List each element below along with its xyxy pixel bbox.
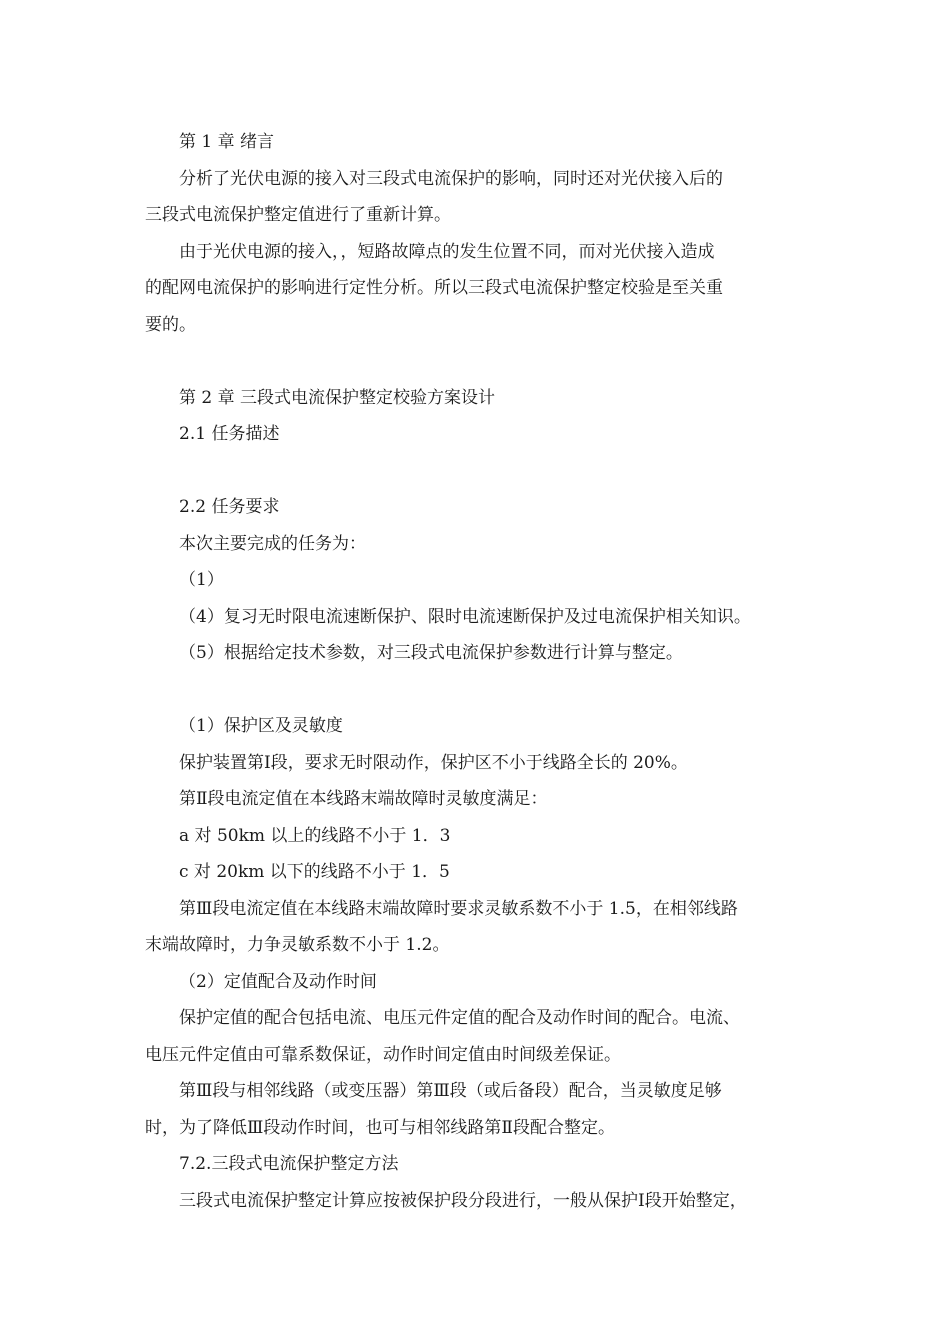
paragraph-line: 时，为了降低Ⅲ段动作时间，也可与相邻线路第Ⅱ段配合整定。 (145, 1117, 615, 1138)
paragraph-line: 保护定值的配合包括电流、电压元件定值的配合及动作时间的配合。电流、 (179, 1008, 740, 1028)
paragraph-line: 第Ⅱ段电流定值在本线路末端故障时灵敏度满足： (179, 789, 548, 809)
section-2-2-heading: 2.2 任务要求 (179, 497, 280, 517)
chapter-1-heading: 第 1 章 绪言 (179, 132, 275, 152)
document-body (145, 124, 810, 1219)
paragraph-line: 第Ⅲ段与相邻线路（或变压器）第Ⅲ段（或后备段）配合，当灵敏度足够 (179, 1081, 722, 1101)
section-7-2-heading: 7.2.三段式电流保护整定方法 (179, 1154, 399, 1174)
paragraph-line: 分析了光伏电源的接入对三段式电流保护的影响，同时还对光伏接入后的 (179, 168, 723, 189)
section-2-1-heading: 2.1 任务描述 (179, 424, 280, 444)
paragraph-line: 保护装置第Ⅰ段，要求无时限动作，保护区不小于线路全长的 20%。 (179, 752, 688, 773)
paragraph-line: 电压元件定值由可靠系数保证，动作时间定值由时间级差保证。 (145, 1044, 621, 1065)
blank-line (145, 343, 810, 380)
paragraph-line: 三段式电流保护整定值进行了重新计算。 (145, 205, 451, 225)
list-item: （5）根据给定技术参数，对三段式电流保护参数进行计算与整定。 (179, 643, 683, 663)
list-item: （1） (179, 570, 224, 590)
paragraph-line: 末端故障时，力争灵敏系数不小于 1.2。 (145, 935, 450, 955)
paragraph-line: 的配网电流保护的影响进行定性分析。所以三段式电流保护整定校验是至关重 (145, 278, 723, 298)
subsection-heading: （1）保护区及灵敏度 (179, 716, 343, 736)
chapter-2-heading: 第 2 章 三段式电流保护整定校验方案设计 (179, 387, 496, 408)
paragraph-line: 第Ⅲ段电流定值在本线路末端故障时要求灵敏系数不小于 1.5，在相邻线路 (179, 898, 738, 919)
paragraph-line: 三段式电流保护整定计算应按被保护段分段进行，一般从保护Ⅰ段开始整定， (179, 1190, 747, 1211)
list-item: a 对 50km 以上的线路不小于 1．3 (179, 825, 451, 846)
blank-line (145, 672, 810, 709)
subsection-heading: （2）定值配合及动作时间 (179, 971, 377, 992)
list-item: （4）复习无时限电流速断保护、限时电流速断保护及过电流保护相关知识。 (179, 606, 751, 627)
paragraph-line: 要的。 (145, 314, 196, 335)
blank-line (145, 453, 810, 490)
paragraph-line: 本次主要完成的任务为： (179, 533, 366, 554)
list-item: c 对 20km 以下的线路不小于 1．5 (179, 862, 450, 882)
paragraph-line: 由于光伏电源的接入，，短路故障点的发生位置不同，而对光伏接入造成 (179, 241, 715, 262)
